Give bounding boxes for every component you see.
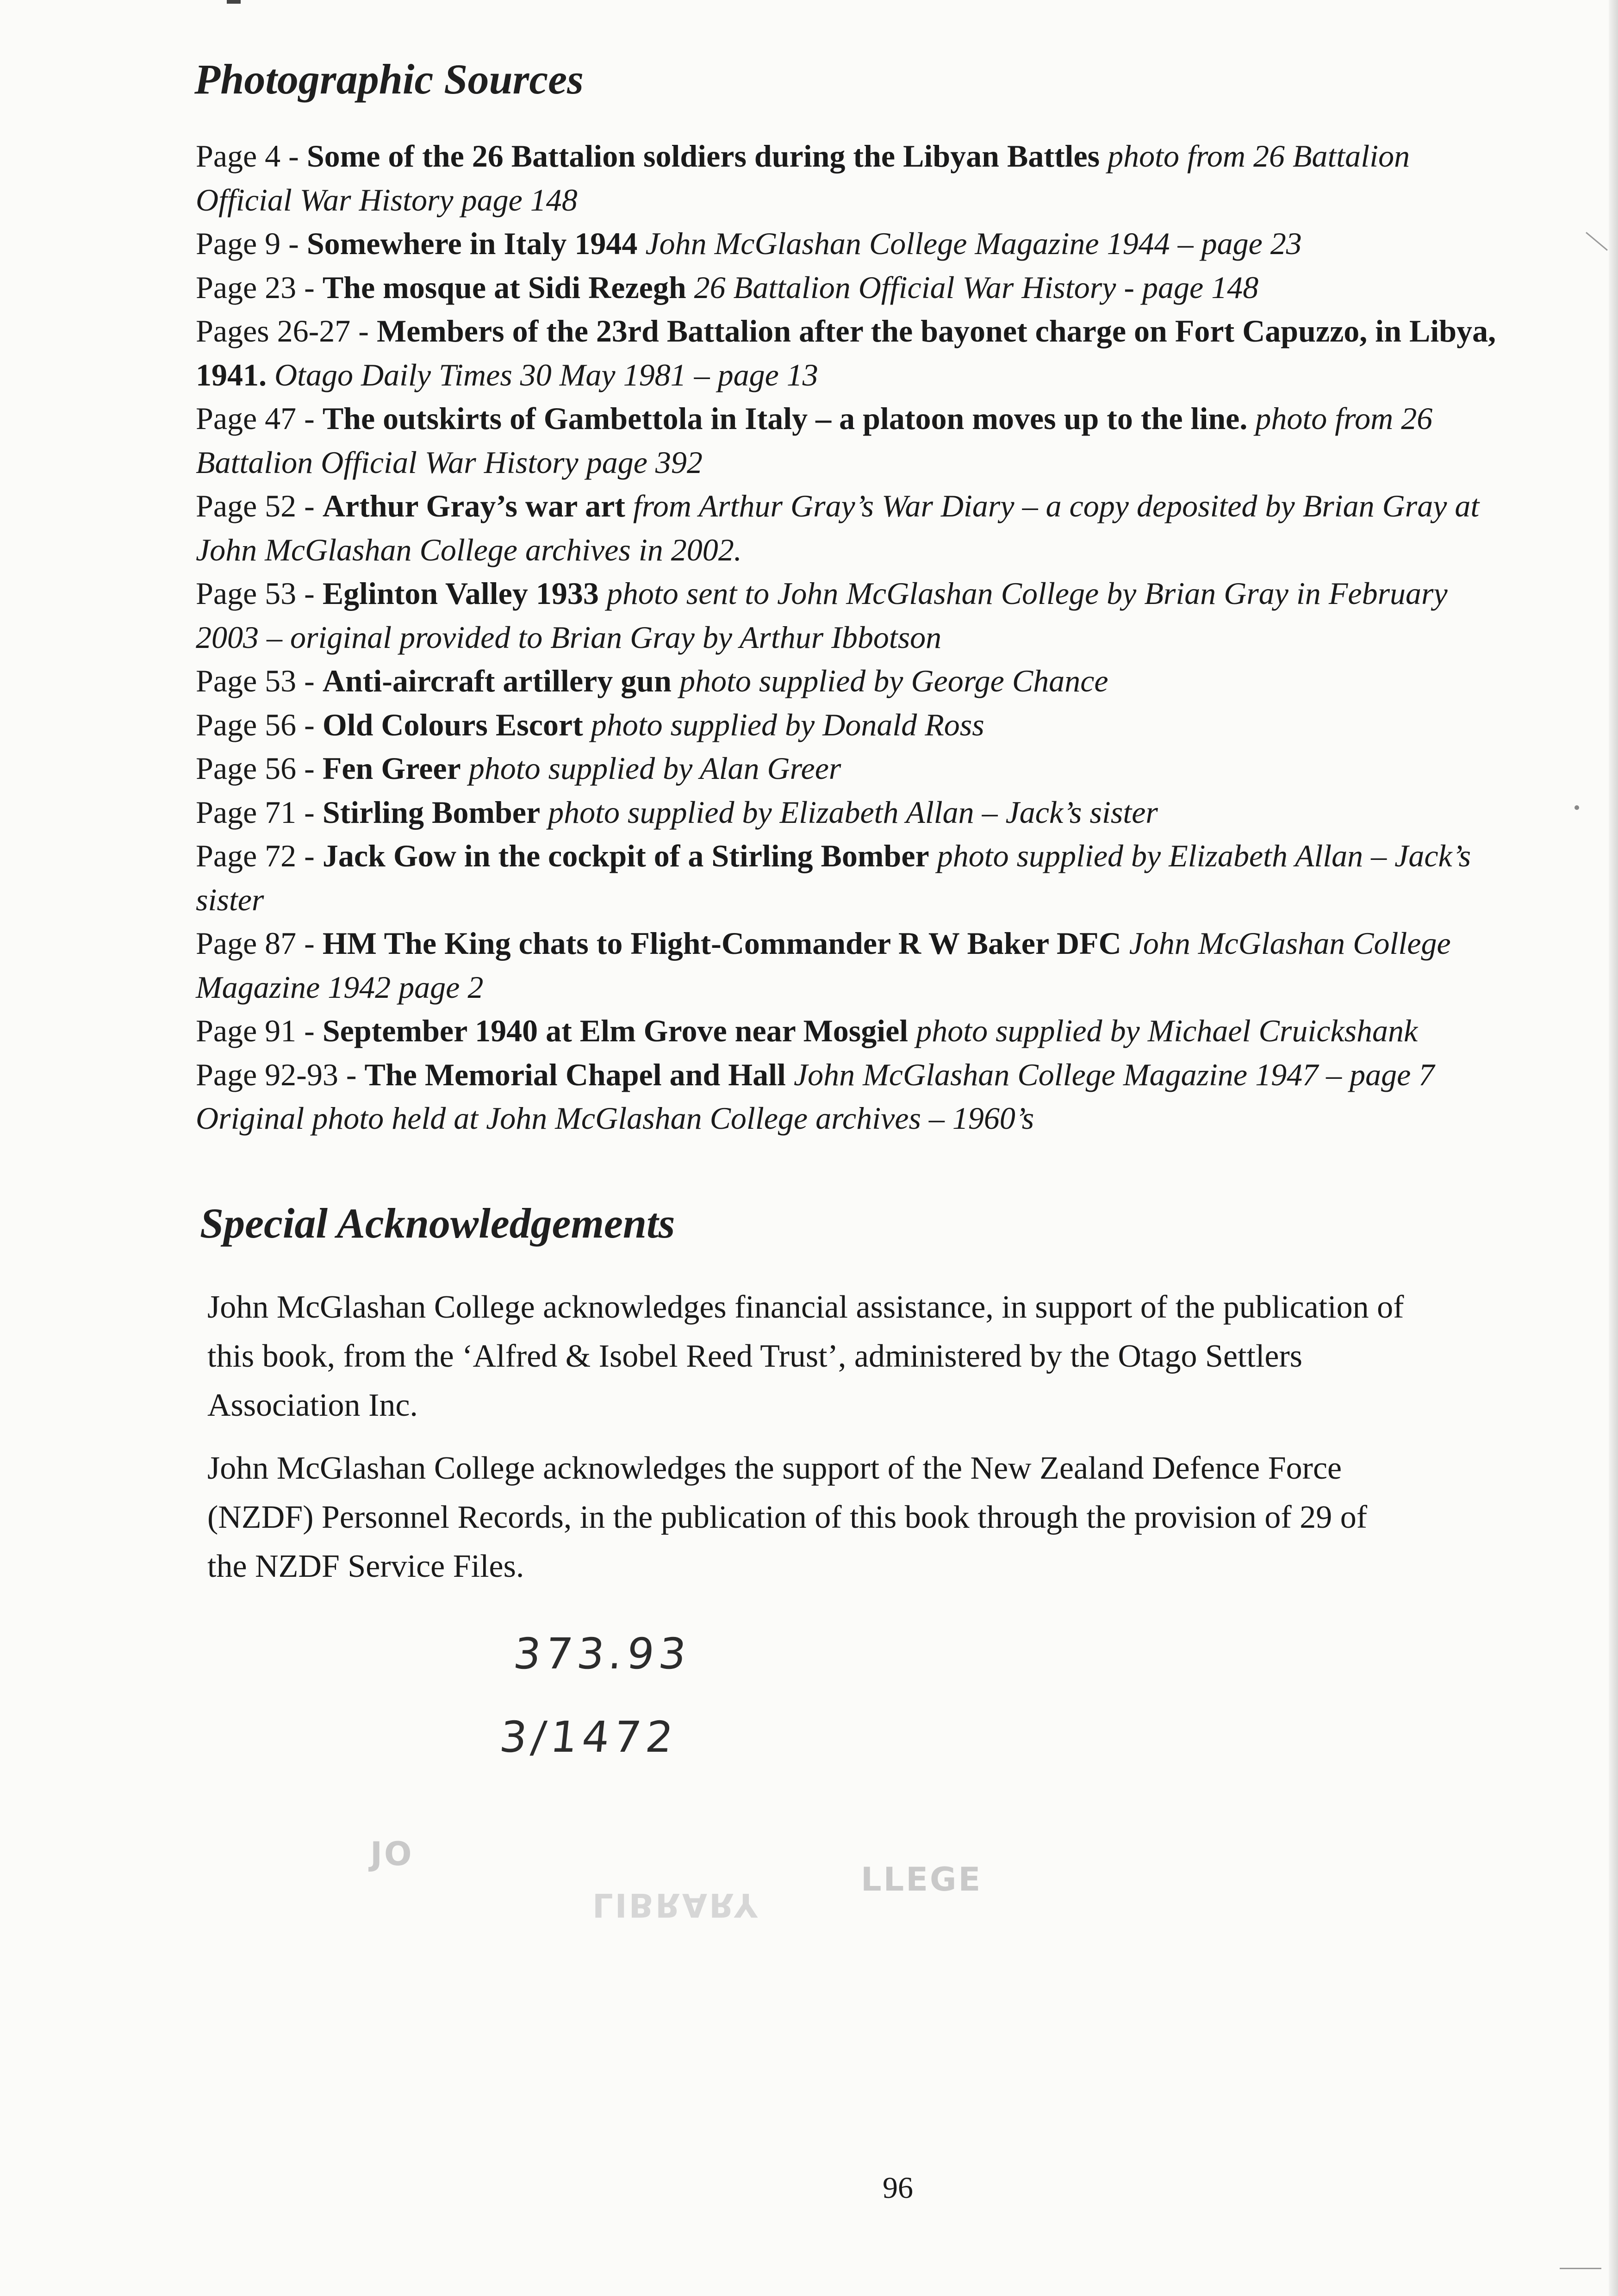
source-entry	[196, 703, 1501, 747]
speck	[1574, 805, 1579, 810]
source-title: The Memorial Chapel and Hall	[364, 1057, 786, 1092]
source-title: Somewhere in Italy 1944	[306, 226, 638, 261]
source-entry	[196, 659, 1501, 703]
source-citation: John McGlashan College Magazine 1942 page 2	[196, 926, 1451, 1005]
source-entry	[196, 790, 1501, 834]
source-title: The mosque at Sidi Rezegh	[322, 269, 686, 305]
source-citation: John McGlashan College Magazine 1944 – page 23	[637, 226, 1302, 261]
source-entry	[196, 484, 1501, 572]
page-number: 96	[883, 2171, 913, 2205]
source-citation: Otago Daily Times 30 May 1981 – page 13	[267, 357, 818, 392]
source-title: Some of the 26 Battalion soldiers during the Libyan Battles	[306, 138, 1100, 174]
source-title: The outskirts of Gambettola in Italy – a platoon moves up to the line.	[322, 401, 1248, 436]
photographic-sources-list	[196, 134, 1501, 1140]
source-citation: John McGlashan College Magazine 1947 – page 7 Original photo held at John McGlashan College archives – 1960’s	[196, 1057, 1435, 1136]
source-page-ref: Page 53 -	[196, 663, 323, 698]
source-page-ref: Page 53 -	[196, 576, 323, 611]
source-page-ref: Page 72 -	[196, 838, 323, 873]
handwritten-accession-number: 3/1472	[497, 1712, 680, 1762]
source-citation: photo from 26 Battalion Official War History page 392	[196, 401, 1433, 480]
source-entry	[196, 1053, 1501, 1140]
source-citation: photo sent to John McGlashan College by Brian Gray in February 2003 – original provided to Brian Gray by Arthur Ibbotson	[196, 576, 1448, 655]
source-page-ref: Pages 26-27 -	[196, 313, 377, 348]
source-title: September 1940 at Elm Grove near Mosgiel	[322, 1013, 909, 1048]
source-entry	[196, 397, 1501, 484]
source-title: Members of the 23rd Battalion after the bayonet charge on Fort Capuzzo, in Libya, 1941.	[196, 313, 1496, 392]
acknowledgement-paragraph-2: John McGlashan College acknowledges the support of the New Zealand Defence Force (NZDF) Personnel Records, in the publication of this book through the provision of 29 of the NZDF Service Files.	[207, 1450, 1368, 1584]
source-page-ref: Page 92-93 -	[196, 1057, 365, 1092]
library-stamp-left: JO	[370, 1835, 414, 1873]
source-citation: photo supplied by Elizabeth Allan – Jack’s sister	[540, 794, 1158, 830]
source-page-ref: Page 4 -	[196, 138, 307, 174]
scan-mark	[227, 0, 241, 4]
source-page-ref: Page 47 -	[196, 401, 323, 436]
source-title: Stirling Bomber	[322, 794, 541, 830]
source-page-ref: Page 23 -	[196, 269, 323, 305]
handwritten-call-number: 373.93	[511, 1629, 693, 1679]
source-title: Jack Gow in the cockpit of a Stirling Bomber	[322, 838, 929, 873]
source-entry	[196, 222, 1501, 266]
acknowledgement-paragraph-1: John McGlashan College acknowledges financial assistance, in support of the publication of this book, from the ‘Alfred & Isobel Reed Trust’, administered by the Otago Settlers Association Inc.	[207, 1289, 1404, 1423]
source-citation: 26 Battalion Official War History - page 148	[686, 269, 1259, 305]
page-edge-shadow	[1609, 0, 1618, 2296]
source-page-ref: Page 56 -	[196, 707, 323, 742]
source-title: Fen Greer	[322, 751, 461, 786]
stray-mark	[1560, 2268, 1601, 2269]
source-entry	[196, 309, 1501, 397]
special-acknowledgements-heading: Special Acknowledgements	[200, 1200, 675, 1247]
library-stamp-right: LLEGE	[861, 1860, 983, 1898]
source-page-ref: Page 71 -	[196, 794, 323, 830]
source-title: Anti-aircraft artillery gun	[322, 663, 672, 698]
source-citation: photo supplied by Alan Greer	[461, 751, 841, 786]
source-title: Arthur Gray’s war art	[322, 488, 625, 523]
source-page-ref: Page 9 -	[196, 226, 307, 261]
source-entry	[196, 921, 1501, 1009]
stray-mark	[1586, 232, 1608, 251]
source-title: Eglinton Valley 1933	[322, 576, 599, 611]
source-page-ref: Page 91 -	[196, 1013, 323, 1048]
source-entry	[196, 572, 1501, 659]
library-stamp-lower: LIBRARY	[592, 1886, 759, 1924]
source-citation: photo supplied by Michael Cruickshank	[908, 1013, 1418, 1048]
source-citation: photo supplied by Elizabeth Allan – Jack’s sister	[196, 838, 1471, 917]
photographic-sources-heading: Photographic Sources	[194, 56, 584, 103]
source-citation: photo from 26 Battalion Official War History page 148	[196, 138, 1410, 218]
source-page-ref: Page 52 -	[196, 488, 323, 523]
source-entry	[196, 134, 1501, 222]
source-entry	[196, 747, 1501, 790]
source-title: HM The King chats to Flight-Commander R W Baker DFC	[322, 926, 1121, 961]
source-citation: from Arthur Gray’s War Diary – a copy deposited by Brian Gray at John McGlashan College archives in 2002.	[196, 488, 1480, 567]
source-title: Old Colours Escort	[322, 707, 583, 742]
source-entry	[196, 1009, 1501, 1053]
source-entry	[196, 834, 1501, 921]
source-page-ref: Page 56 -	[196, 751, 323, 786]
source-page-ref: Page 87 -	[196, 926, 323, 961]
source-citation: photo supplied by George Chance	[671, 663, 1108, 698]
source-citation: photo supplied by Donald Ross	[583, 707, 984, 742]
source-entry	[196, 266, 1501, 310]
